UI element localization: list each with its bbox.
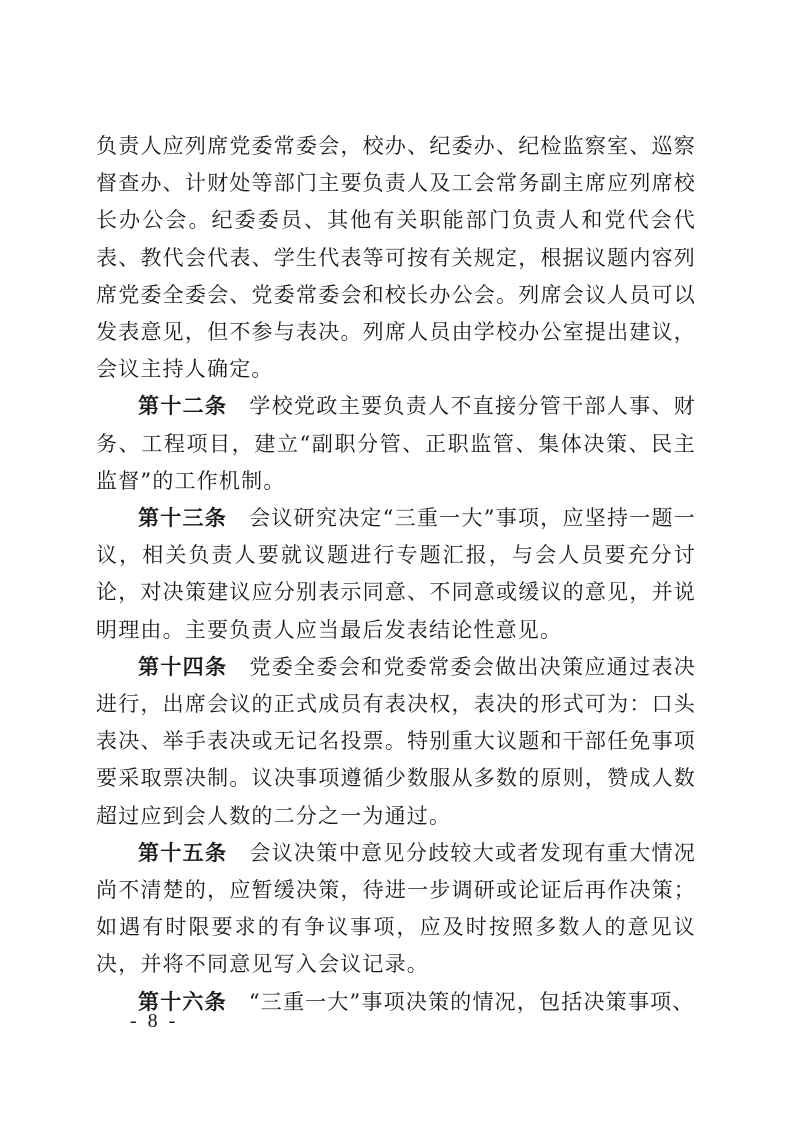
article-text: 会议决策中意见分歧较大或者发现有重大情况尚不清楚的，应暂缓决策，待进一步调研或论证后再作决策；如遇有时限要求的有争议事项，应及时按照多数人的意见议决，并将不同意见写入会议记录。 — [96, 840, 696, 977]
article-number: 第十四条 — [138, 654, 228, 679]
article-text: 学校党政主要负责人不直接分管干部人事、财务、工程项目，建立“副职分管、正职监管、集体决策、民主监督”的工作机制。 — [96, 394, 696, 493]
article-text: “三重一大”事项决策的情况，包括决策事项、 — [248, 989, 695, 1014]
article-15 — [96, 835, 696, 984]
body-text — [96, 128, 696, 1021]
article-number: 第十五条 — [138, 840, 228, 865]
article-number: 第十三条 — [138, 506, 228, 531]
paragraph-continuation — [96, 128, 696, 388]
article-text: 会议研究决定“三重一大”事项，应坚持一题一议，相关负责人要就议题进行专题汇报，与会人员要充分讨论，对决策建议应分别表示同意、不同意或缓议的意见，并说明理由。主要负责人应当最后发表结论性意见。 — [96, 506, 696, 642]
article-text: 党委全委会和党委常委会做出决策应通过表决进行，出席会议的正式成员有表决权，表决的形式可为：口头表决、举手表决或无记名投票。特别重大议题和干部任免事项要采取票决制。议决事项遵循少数服从多数的原则，赞成人数超过应到会人数的二分之一为通过。 — [96, 654, 696, 828]
article-number: 第十六条 — [138, 989, 227, 1014]
article-13 — [96, 500, 696, 649]
article-number: 第十二条 — [138, 394, 228, 419]
page-number: - 8 - — [130, 1010, 179, 1032]
article-12 — [96, 388, 696, 500]
paragraph-text: 负责人应列席党委常委会，校办、纪委办、纪检监察室、巡察督查办、计财处等部门主要负责人及工会常务副主席应列席校长办公会。纪委委员、其他有关职能部门负责人和党代会代表、教代会代表、学生代表等可按有关规定，根据议题内容列席党委全委会、党委常委会和校长办公会。列席会议人员可以发表意见，但不参与表决。列席人员由学校办公室提出建议，会议主持人确定。 — [96, 134, 696, 382]
article-16 — [96, 984, 696, 1021]
article-14 — [96, 649, 696, 835]
